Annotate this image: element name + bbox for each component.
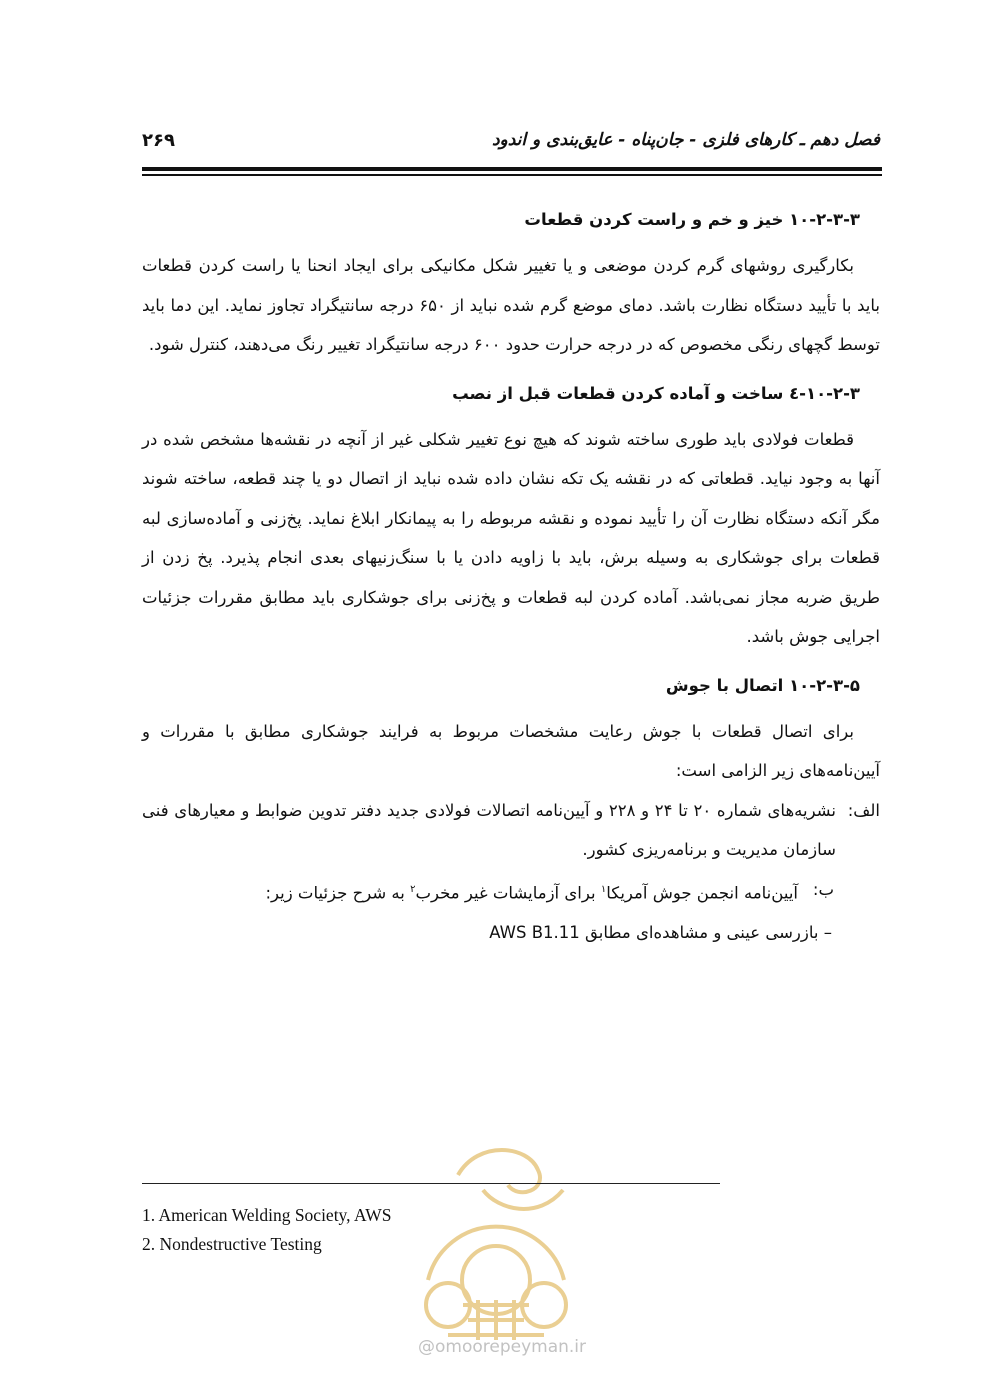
footnote-2: 2. Nondestructive Testing [142,1234,322,1254]
section-heading: ۱۰-۲-۳-۳ خیز و خم و راست کردن قطعات [524,210,860,229]
running-header-title: فصل دهم ـ کارهای فلزی - جان‌پناه - عایق‌بندی و اندود [491,130,880,150]
list-item-text: نشریه‌های شماره ۲۰ تا ۲۴ و ۲۲۸ و آیین‌نامه اتصالات فولادی جدید دفتر تدوین ضوابط و معیارهای فنی سازمان مدیریت و برنامه‌ریزی کشور. [142,800,836,859]
watermark-seal-icon [388,1130,604,1345]
dash-item-text: – بازرسی عینی و مشاهده‌ای مطابق AWS B1.11 [489,922,832,942]
dash-list-item [142,913,880,953]
section-heading: ۱۰-۲-۳-٤ ساخت و آماده کردن قطعات قبل از نصب [452,383,860,403]
list-item-text-part: به شرح جزئیات زیر: [265,883,411,902]
list-item-text [142,870,798,913]
footnote-1: 1. American Welding Society, AWS [142,1205,392,1225]
section-heading: ۱۰-۲-۳-۵ اتصال با جوش [665,675,860,695]
list-item [142,791,880,870]
section-paragraph: قطعات فولادی باید طوری ساخته شوند که هیچ نوع تغییر شکلی غیر از آنچه در نقشه‌ها مشخص شده در آنها به وجود نیاید. قطعاتی که در نقشه یک تکه نشان داده شده نباید از اتصال دو یا چند قطعه، ساخته شوند مگر آنکه دستگاه نظارت آن را تأیید نموده و نقشه مربوطه را به پیمانکار ابلاغ نماید. پخ‌زنی و آماده‌سازی لبه قطعات برای جوشکاری به وسیله برش، باید با زاویه دادن یا با سنگ‌زنیهای بعدی انجام پذیرد. پخ زدن از طریق ضربه مجاز نمی‌باشد. آماده کردن لبه قطعات و پخ‌زنی برای جوشکاری باید مطابق مقررات جزئیات اجرایی جوش باشد. [142,429,880,646]
list-item-label: ب: [812,879,834,899]
header-rule-thin [142,174,882,176]
section-paragraph: بکارگیری روشهای گرم کردن موضعی و یا تغییر شکل مکانیکی برای ایجاد انحنا یا راست کردن قطعات باید با تأیید دستگاه نظارت باشد. دمای موضع گرم شده نباید از ۶۵۰ درجه سانتیگراد تجاوز نماید. این دما باید توسط گچهای رنگی مخصوص که در درجه حرارت حدود ۶۰۰ درجه سانتیگراد تغییر رنگ می‌دهند، کنترل شود. [142,256,881,354]
footnote-divider [142,1183,720,1184]
section-paragraph: برای اتصال قطعات با جوش رعایت مشخصات مربوط به فرایند جوشکاری مطابق با مقررات و آیین‌نامه‌های زیر الزامی است: [142,721,880,780]
requirements-list [142,791,880,953]
list-item-text-part: آیین‌نامه انجمن جوش آمریکا [606,883,798,902]
watermark-text: @omoorepeyman.ir [417,1337,587,1357]
header-rule-thick [142,167,882,171]
footnote-ref: ۱ [600,883,607,895]
footnote-ref: ۲ [410,883,416,895]
page-number: ۲۶۹ [142,130,175,151]
list-item-label: الف: [847,800,880,820]
list-item-text-part: برای آزمایشات غیر مخرب [415,883,601,902]
list-item [142,870,880,913]
page-body [142,205,880,952]
